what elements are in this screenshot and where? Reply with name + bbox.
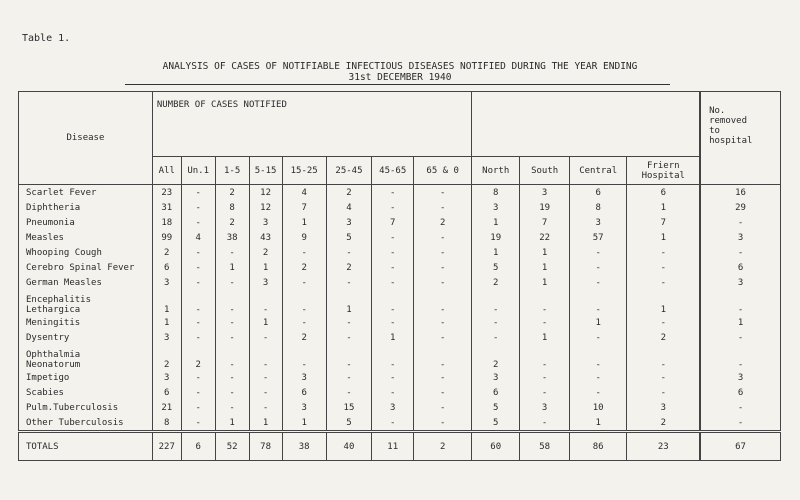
disease-name: Pulm.Tuberculosis <box>19 400 153 415</box>
table-cell: - <box>700 330 780 345</box>
table-cell: - <box>414 400 472 415</box>
table-cell: - <box>282 245 326 260</box>
table-cell: - <box>215 315 249 330</box>
column-header: 5-15 <box>249 157 282 185</box>
table-cell: 4 <box>282 185 326 201</box>
totals-cell: 78 <box>249 432 282 461</box>
table-cell: 3 <box>249 275 282 290</box>
table-cell: 2 <box>249 245 282 260</box>
table-cell: 1 <box>372 330 414 345</box>
table-cell: 18 <box>152 215 181 230</box>
disease-name: Encephalitis Lethargica <box>19 290 153 315</box>
table-cell: - <box>372 245 414 260</box>
table-cell: 29 <box>700 200 780 215</box>
table-cell: - <box>372 230 414 245</box>
table-cell: - <box>520 415 569 432</box>
table-cell: 3 <box>520 185 569 201</box>
table-cell: 31 <box>152 200 181 215</box>
table-cell: - <box>181 185 215 201</box>
totals-cell: 40 <box>326 432 371 461</box>
table-cell: 43 <box>249 230 282 245</box>
table-cell: - <box>569 290 627 315</box>
table-cell: 3 <box>152 370 181 385</box>
disease-name: Diphtheria <box>19 200 153 215</box>
table-cell: - <box>372 200 414 215</box>
table-cell: 6 <box>282 385 326 400</box>
table-cell: 3 <box>249 215 282 230</box>
table-cell: 10 <box>569 400 627 415</box>
table-subtitle: 31st DECEMBER 1940 <box>348 72 452 83</box>
table-cell: - <box>282 275 326 290</box>
table-cell: - <box>326 330 371 345</box>
table-cell: - <box>181 245 215 260</box>
table-cell: 1 <box>627 200 700 215</box>
header-districts <box>472 92 701 157</box>
table-cell: - <box>282 290 326 315</box>
table-cell: - <box>249 330 282 345</box>
column-header: 25-45 <box>326 157 371 185</box>
table-cell: 2 <box>326 260 371 275</box>
table-cell: - <box>520 385 569 400</box>
table-cell: 1 <box>282 415 326 432</box>
table-cell: 3 <box>282 400 326 415</box>
table-cell: 1 <box>152 290 181 315</box>
table-cell: - <box>181 290 215 315</box>
table-cell: 4 <box>181 230 215 245</box>
totals-cell: 2 <box>414 432 472 461</box>
table-row <box>19 185 781 201</box>
table-cell: - <box>414 385 472 400</box>
table-cell: 8 <box>472 185 520 201</box>
table-cell: - <box>520 290 569 315</box>
disease-name: Measles <box>19 230 153 245</box>
table-cell: - <box>414 260 472 275</box>
table-cell: - <box>372 275 414 290</box>
table-cell: - <box>414 315 472 330</box>
table-row <box>19 260 781 275</box>
totals-cell: 38 <box>282 432 326 461</box>
totals-cell: 67 <box>700 432 780 461</box>
table-cell: - <box>414 275 472 290</box>
table-row <box>19 400 781 415</box>
table-cell: 7 <box>627 215 700 230</box>
table-cell: 3 <box>627 400 700 415</box>
table-cell: - <box>215 290 249 315</box>
table-cell: - <box>249 345 282 370</box>
table-cell: - <box>414 415 472 432</box>
table-cell: - <box>700 400 780 415</box>
table-cell: 5 <box>472 400 520 415</box>
header-disease: Disease <box>19 92 153 185</box>
table-cell: - <box>627 315 700 330</box>
totals-cell: 227 <box>152 432 181 461</box>
totals-cell: 11 <box>372 432 414 461</box>
table-cell: 6 <box>152 260 181 275</box>
table-cell: 5 <box>472 260 520 275</box>
table-cell: 2 <box>472 345 520 370</box>
table-cell: 1 <box>472 245 520 260</box>
table-cell: - <box>414 200 472 215</box>
table-cell: - <box>215 275 249 290</box>
table-cell: 3 <box>152 275 181 290</box>
table-cell: 1 <box>520 275 569 290</box>
table-cell: - <box>181 370 215 385</box>
table-row <box>19 245 781 260</box>
table-cell: - <box>372 385 414 400</box>
table-cell: - <box>181 215 215 230</box>
table-cell: 7 <box>372 215 414 230</box>
table-cell: 1 <box>215 415 249 432</box>
table-cell: - <box>372 260 414 275</box>
table-row <box>19 315 781 330</box>
column-header: Un.1 <box>181 157 215 185</box>
table-cell: - <box>326 370 371 385</box>
table-cell: 12 <box>249 200 282 215</box>
totals-cell: 23 <box>627 432 700 461</box>
table-cell: - <box>215 385 249 400</box>
table-cell: - <box>472 330 520 345</box>
column-header: 45-65 <box>372 157 414 185</box>
disease-name: Impetigo <box>19 370 153 385</box>
table-cell: - <box>181 330 215 345</box>
table-cell: - <box>414 370 472 385</box>
table-cell: 1 <box>249 415 282 432</box>
table-cell: 8 <box>152 415 181 432</box>
table-cell: 8 <box>569 200 627 215</box>
table-cell: 3 <box>372 400 414 415</box>
table-cell: - <box>627 275 700 290</box>
table-cell: 1 <box>282 215 326 230</box>
table-cell: - <box>326 245 371 260</box>
table-cell: 2 <box>627 415 700 432</box>
table-cell: 6 <box>700 385 780 400</box>
disease-name: Pneumonia <box>19 215 153 230</box>
table-cell: - <box>700 415 780 432</box>
table-cell: 16 <box>700 185 780 201</box>
table-cell: 1 <box>520 330 569 345</box>
table-cell: - <box>472 315 520 330</box>
table-cell: - <box>569 385 627 400</box>
disease-name: Scabies <box>19 385 153 400</box>
table-cell: 1 <box>520 245 569 260</box>
table-cell: 3 <box>472 370 520 385</box>
table-cell: 1 <box>215 260 249 275</box>
disease-name: German Measles <box>19 275 153 290</box>
totals-cell: 6 <box>181 432 215 461</box>
table-cell: 15 <box>326 400 371 415</box>
table-cell: 1 <box>472 215 520 230</box>
table-cell: 3 <box>520 400 569 415</box>
table-cell: - <box>215 400 249 415</box>
totals-row <box>19 432 781 461</box>
table-cell: - <box>472 290 520 315</box>
table-cell: - <box>372 415 414 432</box>
column-header: All <box>152 157 181 185</box>
table-cell: - <box>215 245 249 260</box>
totals-cell: 52 <box>215 432 249 461</box>
table-cell: 2 <box>152 345 181 370</box>
table-cell: - <box>372 345 414 370</box>
table-label: Table 1. <box>22 33 71 44</box>
table-cell: - <box>414 290 472 315</box>
table-cell: - <box>700 245 780 260</box>
table-cell: 2 <box>215 185 249 201</box>
table-cell: 1 <box>520 260 569 275</box>
table-cell: - <box>326 275 371 290</box>
table-cell: - <box>372 370 414 385</box>
header-number-notified: NUMBER OF CASES NOTIFIED <box>152 92 471 157</box>
table-cell: - <box>700 215 780 230</box>
totals-label: TOTALS <box>19 432 153 461</box>
table-cell: - <box>326 345 371 370</box>
table-row <box>19 290 781 315</box>
table-cell: - <box>569 345 627 370</box>
table-row <box>19 345 781 370</box>
table-cell: - <box>627 345 700 370</box>
column-header: South <box>520 157 569 185</box>
table-cell: - <box>372 185 414 201</box>
table-cell: - <box>569 245 627 260</box>
table-cell: 5 <box>326 230 371 245</box>
table-cell: 2 <box>326 185 371 201</box>
disease-name: Scarlet Fever <box>19 185 153 201</box>
table-cell: 22 <box>520 230 569 245</box>
table-cell: - <box>627 385 700 400</box>
table-cell: 6 <box>472 385 520 400</box>
table-cell: - <box>249 385 282 400</box>
table-cell: 3 <box>282 370 326 385</box>
table-body <box>19 185 781 461</box>
table-cell: 19 <box>520 200 569 215</box>
table-cell: - <box>181 400 215 415</box>
table-cell: - <box>627 260 700 275</box>
column-header: North <box>472 157 520 185</box>
table-cell: - <box>215 330 249 345</box>
table-cell: 1 <box>152 315 181 330</box>
table-cell: 3 <box>152 330 181 345</box>
table-cell: 1 <box>249 315 282 330</box>
table-cell: 9 <box>282 230 326 245</box>
table-cell: - <box>249 290 282 315</box>
table-cell: - <box>215 370 249 385</box>
table-cell: - <box>520 345 569 370</box>
table-cell: 5 <box>326 415 371 432</box>
table-row <box>19 215 781 230</box>
table-cell: - <box>372 315 414 330</box>
table-cell: - <box>569 330 627 345</box>
column-header: 65 & 0 <box>414 157 472 185</box>
column-header: 15-25 <box>282 157 326 185</box>
table-row <box>19 330 781 345</box>
table-cell: 5 <box>472 415 520 432</box>
column-header: Friern Hospital <box>627 157 700 185</box>
table-cell: 8 <box>215 200 249 215</box>
table-cell: 6 <box>627 185 700 201</box>
table-cell: - <box>569 275 627 290</box>
table-cell: - <box>181 200 215 215</box>
table-cell: 4 <box>326 200 371 215</box>
table-cell: 6 <box>152 385 181 400</box>
totals-cell: 58 <box>520 432 569 461</box>
table-cell: - <box>700 290 780 315</box>
table-cell: - <box>249 370 282 385</box>
table-cell: 7 <box>282 200 326 215</box>
table-cell: 3 <box>569 215 627 230</box>
table-cell: - <box>520 315 569 330</box>
table-cell: 2 <box>215 215 249 230</box>
table-cell: - <box>181 315 215 330</box>
table-cell: - <box>414 185 472 201</box>
table-cell: - <box>249 400 282 415</box>
table-cell: - <box>326 315 371 330</box>
table-cell: - <box>181 275 215 290</box>
table-title: ANALYSIS OF CASES OF NOTIFIABLE INFECTIOUS DISEASES NOTIFIED DURING THE YEAR ENDING <box>162 61 638 72</box>
table-row <box>19 385 781 400</box>
column-header: Central <box>569 157 627 185</box>
disease-name: Dysentry <box>19 330 153 345</box>
table-cell: - <box>569 370 627 385</box>
table-cell: - <box>215 345 249 370</box>
table-cell: 1 <box>700 315 780 330</box>
table-cell: - <box>372 290 414 315</box>
table-cell: 2 <box>414 215 472 230</box>
table-cell: - <box>627 245 700 260</box>
table-cell: - <box>414 345 472 370</box>
table-cell: 2 <box>627 330 700 345</box>
table-cell: 3 <box>700 370 780 385</box>
table-cell: - <box>414 230 472 245</box>
table-row <box>19 370 781 385</box>
disease-name: Whooping Cough <box>19 245 153 260</box>
table-cell: 38 <box>215 230 249 245</box>
table-cell: 2 <box>282 330 326 345</box>
disease-name: Other Tuberculosis <box>19 415 153 432</box>
table-row <box>19 230 781 245</box>
table-cell: 1 <box>627 290 700 315</box>
disease-name: Cerebro Spinal Fever <box>19 260 153 275</box>
table-cell: - <box>326 385 371 400</box>
totals-cell: 60 <box>472 432 520 461</box>
header-removed-to-hospital: No. removed to hospital <box>700 92 780 185</box>
table-cell: - <box>414 330 472 345</box>
table-row <box>19 275 781 290</box>
table-cell: 1 <box>627 230 700 245</box>
table-cell: 3 <box>326 215 371 230</box>
table-cell: 2 <box>181 345 215 370</box>
table-cell: 7 <box>520 215 569 230</box>
title-underline <box>125 84 670 85</box>
table-cell: 1 <box>249 260 282 275</box>
disease-name: Meningitis <box>19 315 153 330</box>
table-cell: 2 <box>472 275 520 290</box>
table-cell: - <box>282 315 326 330</box>
table-cell: - <box>627 370 700 385</box>
table-cell: 6 <box>700 260 780 275</box>
table-cell: - <box>181 260 215 275</box>
totals-cell: 86 <box>569 432 627 461</box>
table-cell: - <box>181 415 215 432</box>
table-cell: - <box>181 385 215 400</box>
table-cell: 57 <box>569 230 627 245</box>
disease-name: Ophthalmia Neonatorum <box>19 345 153 370</box>
column-header: 1-5 <box>215 157 249 185</box>
table-cell: 2 <box>152 245 181 260</box>
table-cell: 12 <box>249 185 282 201</box>
table-cell: - <box>569 260 627 275</box>
table-cell: 1 <box>569 415 627 432</box>
table-cell: 6 <box>569 185 627 201</box>
table-cell: - <box>520 370 569 385</box>
table-cell: - <box>282 345 326 370</box>
table-cell: - <box>414 245 472 260</box>
infectious-diseases-table <box>18 91 781 461</box>
table-cell: - <box>700 345 780 370</box>
table-cell: 21 <box>152 400 181 415</box>
table-cell: 1 <box>569 315 627 330</box>
table-cell: 23 <box>152 185 181 201</box>
table-row <box>19 200 781 215</box>
table-cell: 3 <box>700 230 780 245</box>
table-row <box>19 415 781 432</box>
table-cell: 3 <box>700 275 780 290</box>
table-cell: 1 <box>326 290 371 315</box>
table-cell: 3 <box>472 200 520 215</box>
table-cell: 19 <box>472 230 520 245</box>
table-cell: 2 <box>282 260 326 275</box>
table-cell: 99 <box>152 230 181 245</box>
